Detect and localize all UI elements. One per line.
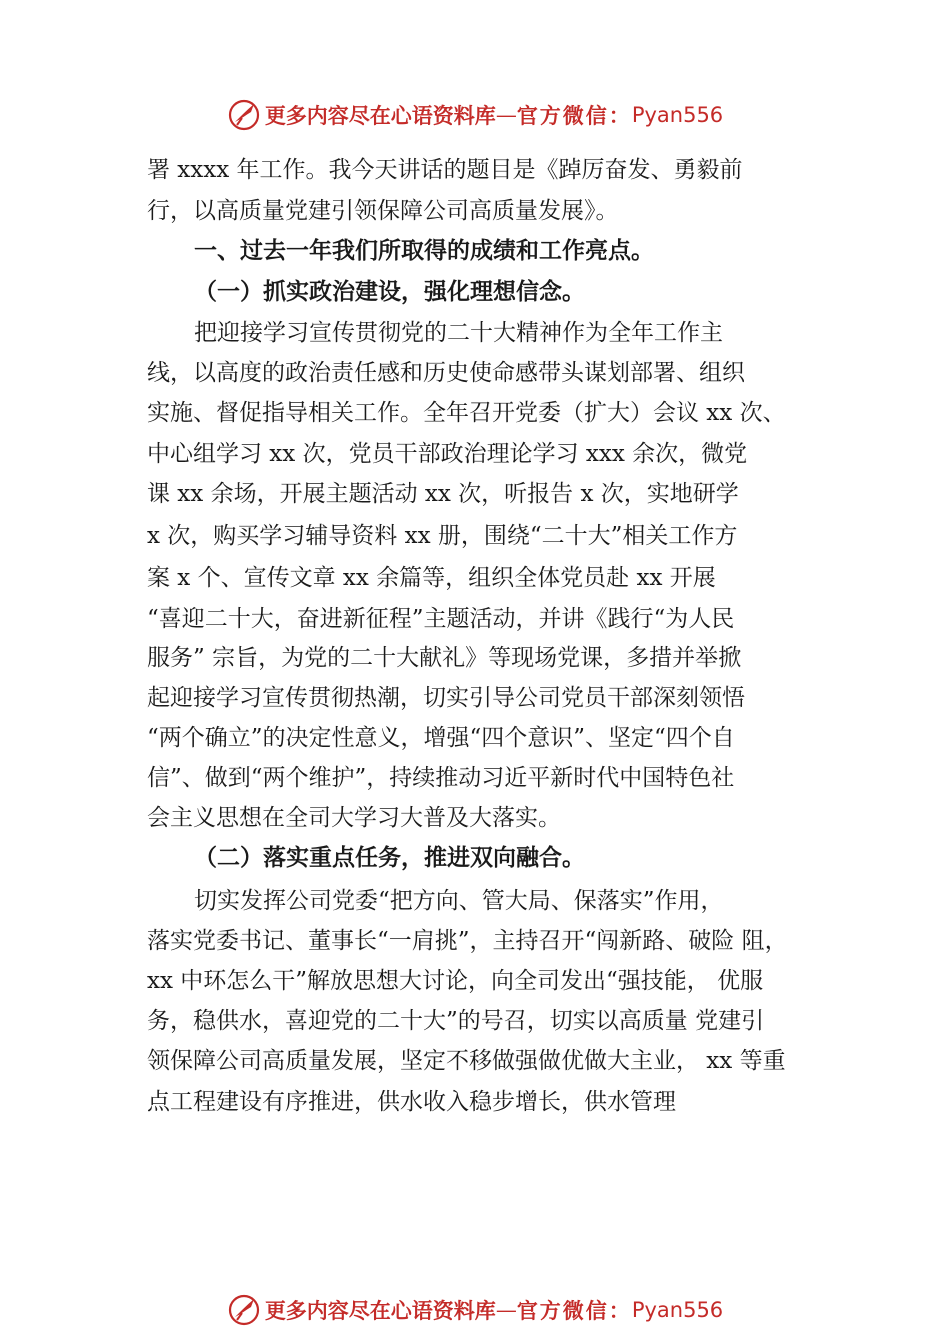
quill-logo-icon: [227, 98, 261, 132]
text-line: 服务” 宗旨，为党的二十大献礼》等现场党课，多措并举掀: [147, 645, 742, 671]
text-line: xx 中环怎么干”解放思想大讨论，向全司发出“强技能， 优服: [147, 968, 764, 994]
text-line: 务，稳供水，喜迎党的二十大”的号召，切实以高质量 党建引: [147, 1008, 765, 1034]
watermark-text: 更多内容尽在心语资料库: [264, 103, 496, 128]
watermark-wechat-label: 官方微信：: [516, 103, 632, 128]
text-line: 切实发挥公司党委“把方向、管大局、保落实”作用，: [194, 888, 724, 914]
watermark-text: 更多内容尽在心语资料库: [264, 1298, 496, 1323]
text-line: 课 xx 余场，开展主题活动 xx 次，听报告 x 次，实地研学: [147, 481, 739, 507]
section-heading: 一、过去一年我们所取得的成绩和工作亮点。: [194, 238, 654, 264]
watermark-wechat-id: Pyan556: [631, 1298, 724, 1322]
text-line: 案 x 个、宣传文章 xx 余篇等，组织全体党员赴 xx 开展: [147, 565, 716, 591]
watermark-banner-top: [0, 95, 950, 135]
text-line: 行，以高质量党建引领保障公司高质量发展》。: [147, 198, 619, 224]
text-line: “两个确立”的决定性意义，增强“四个意识”、坚定“四个自: [147, 725, 735, 751]
text-line: 领保障公司高质量发展，坚定不移做强做优做大主业， xx 等重: [147, 1048, 786, 1074]
watermark-banner-bottom: [0, 1290, 950, 1330]
text-line: x 次，购买学习辅导资料 xx 册，围绕“二十大”相关工作方: [147, 523, 738, 549]
text-line: “喜迎二十大，奋进新征程”主题活动，并讲《践行“为人民: [147, 606, 735, 632]
watermark-wechat-label: 官方微信：: [516, 1298, 632, 1323]
subsection-heading: （一）抓实政治建设，强化理想信念。: [194, 278, 585, 305]
text-line: 信”、做到“两个维护”，持续推动习近平新时代中国特色社: [147, 765, 735, 791]
watermark-separator: —: [495, 1298, 517, 1322]
subsection-heading: （二）落实重点任务，推进双向融合。: [194, 844, 585, 871]
text-line: 线，以高度的政治责任感和历史使命感带头谋划部署、组织: [147, 360, 745, 386]
quill-logo-icon: [227, 1293, 261, 1327]
text-line: 起迎接学习宣传贯彻热潮，切实引导公司党员干部深刻领悟: [147, 685, 745, 711]
text-line: 点工程建设有序推进，供水收入稳步增长，供水管理: [147, 1089, 676, 1115]
text-line: 实施、督促指导相关工作。全年召开党委（扩大）会议 xx 次、: [147, 400, 786, 426]
text-line: 把迎接学习宣传贯彻党的二十大精神作为全年工作主: [194, 320, 723, 346]
watermark-wechat-id: Pyan556: [631, 103, 724, 127]
text-line: 署 xxxx 年工作。我今天讲话的题目是《踔厉奋发、勇毅前: [147, 157, 743, 183]
text-line: 落实党委书记、董事长“一肩挑”，主持召开“闯新路、破险 阻，: [147, 928, 788, 954]
text-line: 中心组学习 xx 次，党员干部政治理论学习 xxx 余次，微党: [147, 441, 748, 467]
text-line: 会主义思想在全司大学习大普及大落实。: [147, 805, 561, 831]
watermark-separator: —: [495, 103, 517, 127]
